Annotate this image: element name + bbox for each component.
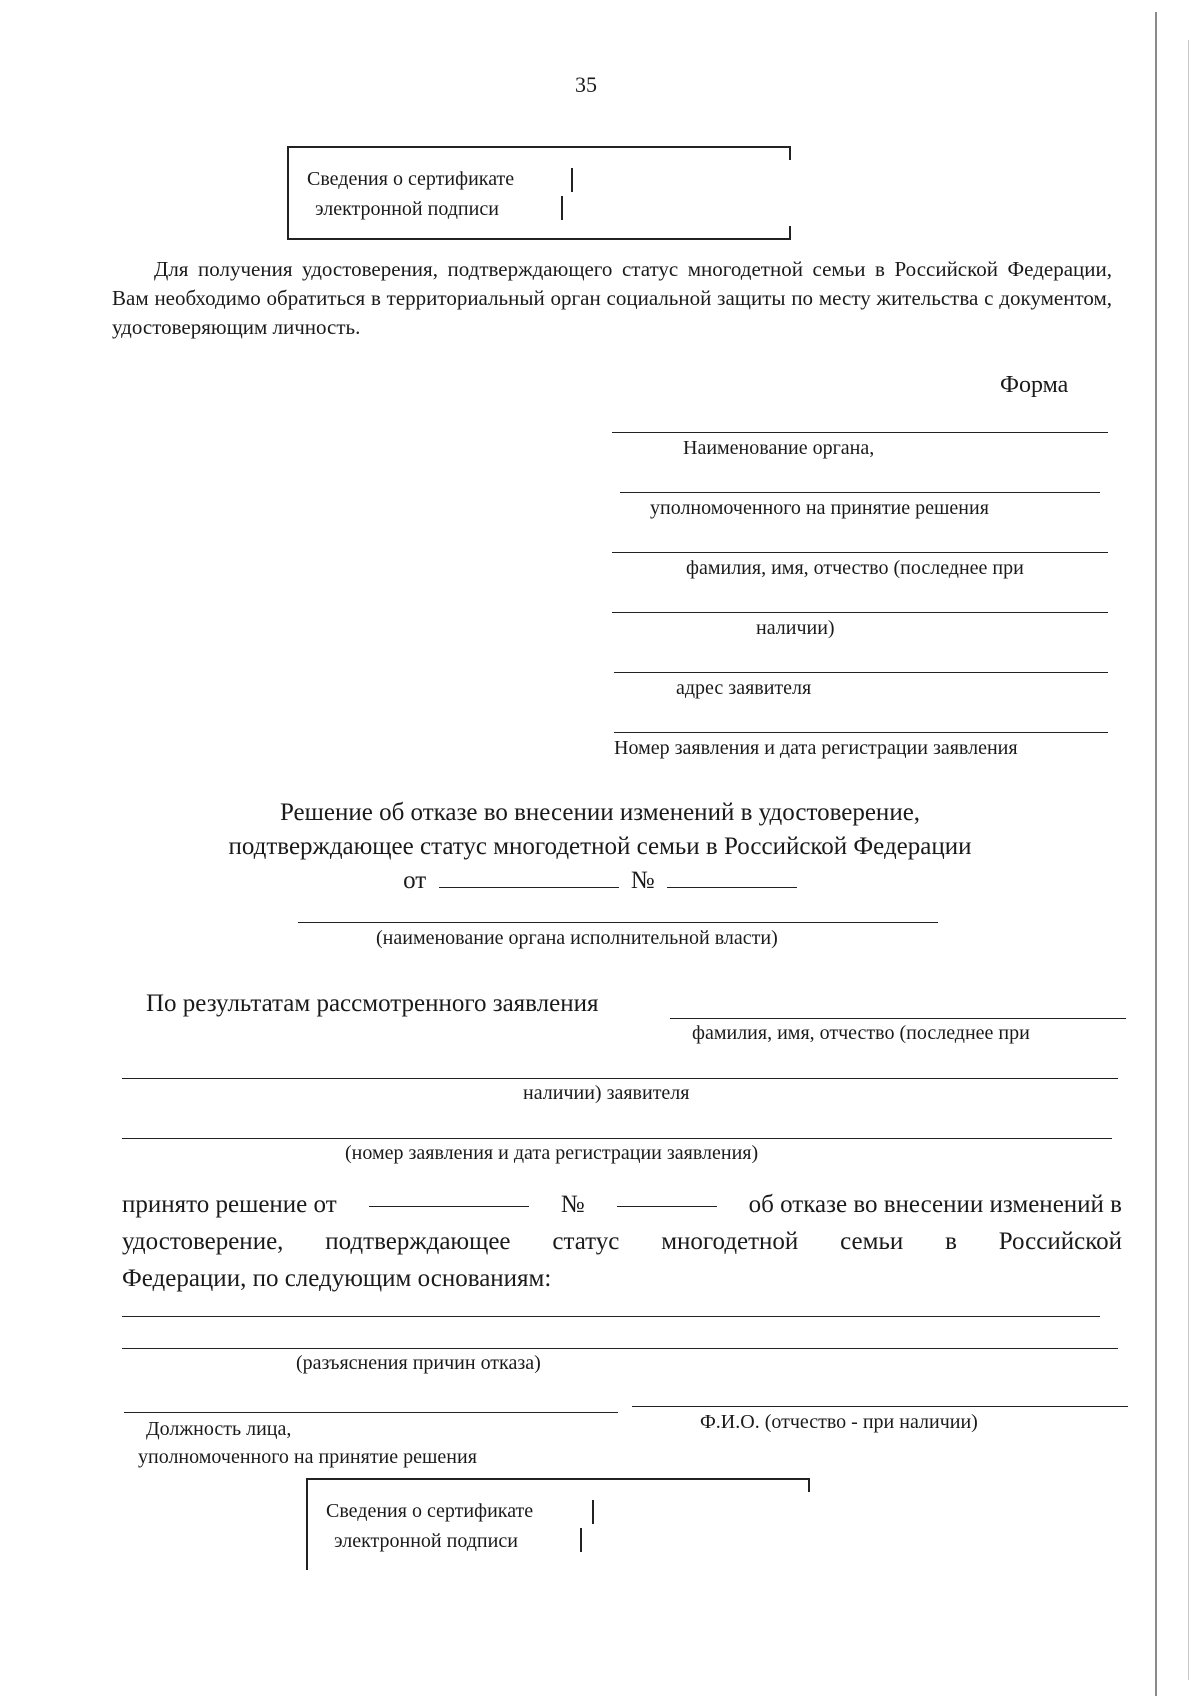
decision-date-number-row bbox=[100, 864, 1100, 898]
scan-edge-line bbox=[1155, 12, 1157, 1696]
scan-edge-line-secondary bbox=[1188, 40, 1189, 1680]
position-caption: уполномоченного на принятие решения bbox=[138, 1446, 477, 1468]
decision-number-label: № bbox=[560, 1191, 585, 1218]
certificate-box-bottom bbox=[306, 1478, 808, 1570]
authority-caption: (наименование органа исполнительной власти) bbox=[376, 927, 778, 949]
fill-line bbox=[612, 552, 1108, 553]
decision-suffix: об отказе во внесении изменений в bbox=[748, 1191, 1122, 1218]
fio-line bbox=[632, 1406, 1128, 1407]
date-blank[interactable] bbox=[439, 867, 619, 888]
fill-line bbox=[614, 672, 1108, 673]
addressee-caption: наличии) bbox=[756, 617, 835, 639]
decision-word: многодетной bbox=[661, 1228, 799, 1255]
authority-line bbox=[298, 922, 938, 923]
addressee-caption: фамилия, имя, отчество (последнее при bbox=[686, 557, 1024, 579]
applicant-caption: фамилия, имя, отчество (последнее при bbox=[692, 1022, 1030, 1044]
fill-line bbox=[612, 432, 1108, 433]
applicant-line bbox=[122, 1078, 1118, 1079]
intro-paragraph: Для получения удостоверения, подтверждающего статус многодетной семьи в Российской Федерации, Вам необходимо обратиться в территориальный орган социальной защиты по месту жительства с документом, удостоверяющим личность. bbox=[112, 257, 1112, 339]
decision-word: в bbox=[945, 1228, 957, 1255]
decision-word: подтверждающее bbox=[325, 1228, 511, 1255]
decision-number-blank[interactable] bbox=[617, 1186, 717, 1207]
reasons-caption: (разъяснения причин отказа) bbox=[296, 1352, 541, 1374]
fill-line bbox=[614, 732, 1108, 733]
fill-line bbox=[620, 492, 1100, 493]
decision-word: Российской bbox=[998, 1228, 1122, 1255]
position-caption: Должность лица, bbox=[146, 1418, 292, 1440]
decision-word: семьи bbox=[840, 1228, 904, 1255]
form-label: Форма bbox=[1000, 372, 1069, 398]
box-corner-mark bbox=[808, 1478, 810, 1492]
box-corner-mark bbox=[789, 146, 791, 160]
number-blank[interactable] bbox=[667, 867, 797, 888]
decision-title-line-1: Решение об отказе во внесении изменений в удостоверение, bbox=[279, 799, 921, 826]
fill-line bbox=[612, 612, 1108, 613]
decision-word: удостоверение, bbox=[122, 1228, 284, 1255]
applicant-caption: наличии) заявителя bbox=[523, 1082, 690, 1104]
addressee-caption: уполномоченного на принятие решения bbox=[650, 497, 989, 519]
decision-title bbox=[100, 796, 1100, 898]
addressee-caption: Наименование органа, bbox=[683, 437, 875, 459]
application-caption: (номер заявления и дата регистрации заявления) bbox=[345, 1142, 759, 1164]
decision-row-1 bbox=[122, 1186, 1122, 1223]
decision-paragraph bbox=[122, 1186, 1122, 1297]
decision-word: статус bbox=[552, 1228, 620, 1255]
certificate-bar bbox=[571, 168, 573, 192]
certificate-bar bbox=[561, 196, 563, 220]
certificate-line-2: электронной подписи bbox=[315, 198, 499, 220]
position-line bbox=[124, 1412, 618, 1413]
certificate-bar bbox=[580, 1528, 582, 1552]
certificate-bar bbox=[592, 1500, 594, 1524]
certificate-box-top bbox=[287, 146, 789, 240]
application-line bbox=[122, 1138, 1112, 1139]
certificate-line-2: электронной подписи bbox=[334, 1530, 518, 1552]
decision-date-blank[interactable] bbox=[369, 1186, 529, 1207]
certificate-line-1: Сведения о сертификате bbox=[326, 1500, 534, 1522]
fio-caption: Ф.И.О. (отчество - при наличии) bbox=[700, 1411, 978, 1433]
addressee-caption: адрес заявителя bbox=[676, 677, 812, 699]
reason-line bbox=[122, 1348, 1118, 1349]
applicant-line bbox=[670, 1018, 1126, 1019]
page-number: 35 bbox=[575, 72, 597, 97]
decision-row-2 bbox=[122, 1223, 1122, 1260]
decision-title-line-2: подтверждающее статус многодетной семьи в Российской Федерации bbox=[228, 833, 972, 860]
box-corner-mark bbox=[789, 226, 791, 240]
reason-line bbox=[122, 1316, 1100, 1317]
certificate-line-1: Сведения о сертификате bbox=[307, 168, 515, 190]
number-label: № bbox=[630, 867, 655, 894]
addressee-caption: Номер заявления и дата регистрации заявления bbox=[614, 737, 1018, 759]
decision-prefix: принято решение от bbox=[122, 1191, 337, 1218]
results-text: По результатам рассмотренного заявления bbox=[146, 990, 599, 1017]
decision-row-3: Федерации, по следующим основаниям: bbox=[122, 1265, 552, 1292]
from-label: от bbox=[403, 867, 427, 894]
